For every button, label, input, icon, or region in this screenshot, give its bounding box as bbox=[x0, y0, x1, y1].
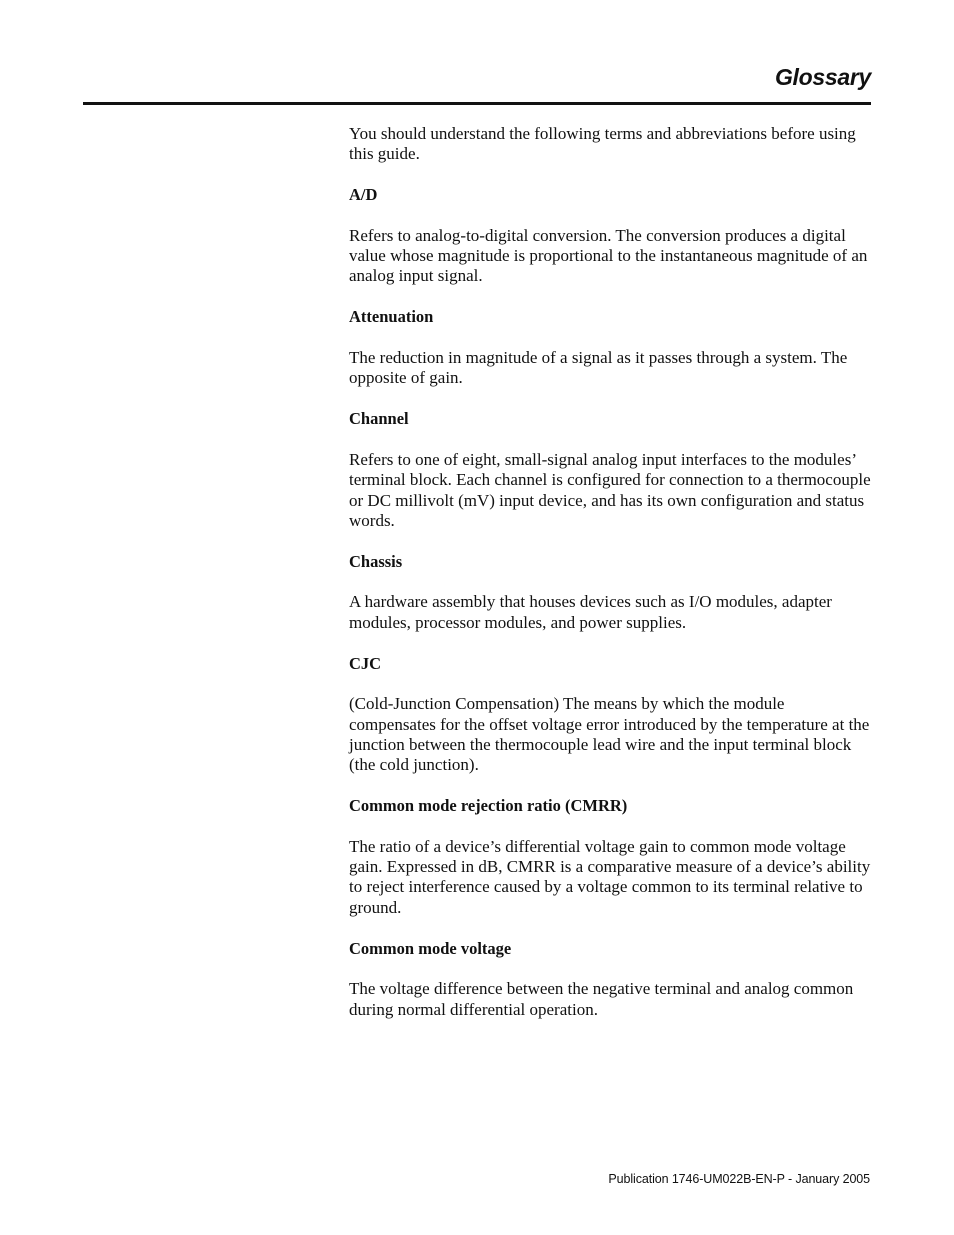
glossary-definition-cmrr: The ratio of a device’s differential voltage gain to common mode voltage gain. Expressed in dB, CMRR is a comparative measure of a device’s ability to reject interference caused by a voltage common to its terminal relative to ground. bbox=[349, 836, 871, 917]
glossary-term-common-mode-voltage: Common mode voltage bbox=[349, 938, 512, 958]
glossary-term-attenuation: Attenuation bbox=[349, 307, 434, 327]
glossary-term-channel: Channel bbox=[349, 409, 409, 429]
glossary-definition-common-mode-voltage: The voltage difference between the negative terminal and analog common during normal differential operation. bbox=[349, 979, 854, 1019]
page-header bbox=[83, 56, 871, 105]
intro-paragraph: You should understand the following terms and abbreviations before using this guide. bbox=[349, 124, 856, 164]
glossary-content bbox=[349, 124, 871, 1040]
glossary-definition-ad: Refers to analog-to-digital conversion. The conversion produces a digital value whose magnitude is proportional to the instantaneous magnitude of an analog input signal. bbox=[349, 225, 868, 286]
page-title: Glossary bbox=[774, 64, 871, 90]
glossary-term-cjc: CJC bbox=[349, 653, 382, 673]
glossary-term-ad: A/D bbox=[349, 185, 378, 205]
glossary-definition-chassis: A hardware assembly that houses devices such as I/O modules, adapter modules, processor modules, and power supplies. bbox=[349, 592, 832, 632]
glossary-term-chassis: Chassis bbox=[349, 551, 403, 571]
glossary-term-cmrr: Common mode rejection ratio (CMRR) bbox=[349, 796, 628, 816]
publication-footer: Publication 1746-UM022B-EN-P - January 2005 bbox=[608, 1172, 870, 1186]
glossary-definition-cjc: (Cold-Junction Compensation) The means by which the module compensates for the offset voltage error introduced by the temperature at the junction between the thermocouple lead wire and the input terminal block (the cold junction). bbox=[349, 694, 870, 775]
glossary-definition-attenuation: The reduction in magnitude of a signal as it passes through a system. The opposite of gain. bbox=[349, 348, 848, 388]
glossary-definition-channel: Refers to one of eight, small-signal analog input interfaces to the modules’ terminal block. Each channel is configured for connection to a thermocouple or DC millivolt (mV) input device, and has its own configuration and status words. bbox=[349, 449, 871, 530]
